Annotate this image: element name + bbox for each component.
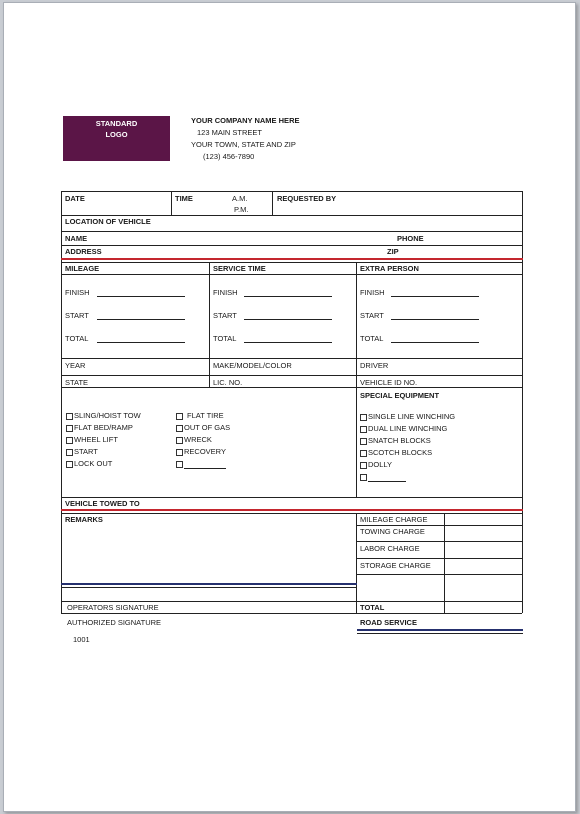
service-checkbox[interactable] <box>66 449 73 456</box>
service-checkbox[interactable] <box>176 461 183 468</box>
service-checkbox[interactable] <box>176 449 183 456</box>
rule <box>522 191 523 613</box>
divider-navy <box>357 629 523 631</box>
service-wreck: WRECK <box>184 435 212 444</box>
equipment-checkbox[interactable] <box>360 438 367 445</box>
rule <box>356 574 522 575</box>
divider-red <box>61 258 523 260</box>
rule <box>356 513 357 613</box>
service-recovery: RECOVERY <box>184 447 226 456</box>
mileage-total-label: TOTAL <box>65 334 89 343</box>
total-label: TOTAL <box>360 603 385 612</box>
service-sling-hoist-tow: SLING/HOIST TOW <box>74 411 141 420</box>
rule <box>357 633 523 634</box>
extra-total-field[interactable] <box>391 342 479 343</box>
towing-charge-label: TOWING CHARGE <box>360 527 425 536</box>
service-total-field[interactable] <box>244 342 332 343</box>
vehicle-towed-to-label: VEHICLE TOWED TO <box>65 499 140 508</box>
mileage-finish-field[interactable] <box>97 296 185 297</box>
service-start-field[interactable] <box>244 319 332 320</box>
service-checkbox[interactable] <box>176 437 183 444</box>
service-checkbox[interactable] <box>176 425 183 432</box>
special-equipment-title: SPECIAL EQUIPMENT <box>360 391 440 400</box>
service-checkbox[interactable] <box>66 425 73 432</box>
mileage-total-field[interactable] <box>97 342 185 343</box>
equipment-checkbox[interactable] <box>360 474 367 481</box>
equipment-checkbox[interactable] <box>360 414 367 421</box>
mileage-start-field[interactable] <box>97 319 185 320</box>
state-label: STATE <box>65 378 89 387</box>
service-start-label: START <box>213 311 237 320</box>
equipment-checkbox[interactable] <box>360 462 367 469</box>
service-checkbox[interactable] <box>66 437 73 444</box>
form-page <box>3 2 576 812</box>
equip-dual-line: DUAL LINE WINCHING <box>368 424 448 433</box>
service-finish-field[interactable] <box>244 296 332 297</box>
divider-red <box>61 509 523 511</box>
rule <box>61 245 522 246</box>
mileage-finish-label: FINISH <box>65 288 90 297</box>
service-total-label: TOTAL <box>213 334 237 343</box>
logo-line-1: STANDARD <box>95 119 138 128</box>
rule <box>356 525 522 526</box>
rule <box>209 262 210 387</box>
road-service-label: ROAD SERVICE <box>360 618 417 627</box>
mileage-charge-label: MILEAGE CHARGE <box>360 515 428 524</box>
logo-line-2: LOGO <box>105 130 128 139</box>
equip-other-field[interactable] <box>368 481 406 482</box>
phone-label: PHONE <box>397 234 424 243</box>
remarks-label: REMARKS <box>65 515 103 524</box>
service-wheel-lift: WHEEL LIFT <box>74 435 118 444</box>
pm-label: P.M. <box>234 205 249 214</box>
company-city: YOUR TOWN, STATE AND ZIP <box>191 140 296 149</box>
rule <box>444 513 445 613</box>
company-name: YOUR COMPANY NAME HERE <box>191 116 300 125</box>
company-phone: (123) 456-7890 <box>203 152 255 161</box>
rule <box>61 358 522 359</box>
authorized-signature-label: AUTHORIZED SIGNATURE <box>67 618 162 627</box>
equip-snatch-blocks: SNATCH BLOCKS <box>368 436 431 445</box>
company-street: 123 MAIN STREET <box>197 128 263 137</box>
rule <box>356 558 522 559</box>
requested-by-label: REQUESTED BY <box>277 194 337 203</box>
service-checkbox[interactable] <box>66 461 73 468</box>
rule <box>61 513 522 514</box>
name-label: NAME <box>65 234 88 243</box>
form-number: 1001 <box>73 635 90 644</box>
labor-charge-label: LABOR CHARGE <box>360 544 420 553</box>
extra-total-label: TOTAL <box>360 334 384 343</box>
driver-label: DRIVER <box>360 361 389 370</box>
service-flat-bed-ramp: FLAT BED/RAMP <box>74 423 133 432</box>
service-time-header: SERVICE TIME <box>213 264 266 273</box>
extra-person-header: EXTRA PERSON <box>360 264 419 273</box>
vehicle-id-label: VEHICLE ID NO. <box>360 378 418 387</box>
rule <box>61 497 522 498</box>
equipment-checkbox[interactable] <box>360 426 367 433</box>
service-flat-tire: FLAT TIRE <box>187 411 224 420</box>
service-start: START <box>74 447 98 456</box>
extra-start-field[interactable] <box>391 319 479 320</box>
rule <box>356 541 522 542</box>
rule <box>61 231 522 232</box>
rule <box>61 587 357 588</box>
rule <box>356 262 357 498</box>
date-label: DATE <box>65 194 85 203</box>
rule <box>61 613 522 614</box>
rule <box>61 387 522 388</box>
make-model-label: MAKE/MODEL/COLOR <box>213 361 292 370</box>
equip-dolly: DOLLY <box>368 460 393 469</box>
extra-finish-field[interactable] <box>391 296 479 297</box>
equip-single-line: SINGLE LINE WINCHING <box>368 412 456 421</box>
location-label: LOCATION OF VEHICLE <box>65 217 151 226</box>
service-other-field[interactable] <box>184 468 226 469</box>
am-label: A.M. <box>232 194 248 203</box>
service-out-of-gas: OUT OF GAS <box>184 423 231 432</box>
rule <box>171 191 172 215</box>
rule <box>61 274 522 275</box>
company-logo <box>63 116 170 161</box>
address-label: ADDRESS <box>65 247 102 256</box>
equip-scotch-blocks: SCOTCH BLOCKS <box>368 448 433 457</box>
mileage-header: MILEAGE <box>65 264 100 273</box>
time-label: TIME <box>175 194 193 203</box>
rule <box>61 191 62 613</box>
equipment-checkbox[interactable] <box>360 450 367 457</box>
extra-start-label: START <box>360 311 384 320</box>
rule <box>272 191 273 215</box>
service-finish-label: FINISH <box>213 288 238 297</box>
rule <box>61 601 522 602</box>
operators-signature-label: OPERATORS SIGNATURE <box>67 603 159 612</box>
mileage-start-label: START <box>65 311 89 320</box>
rule <box>61 215 522 216</box>
service-checkbox[interactable] <box>66 413 73 420</box>
service-lock-out: LOCK OUT <box>74 459 113 468</box>
lic-no-label: LIC. NO. <box>213 378 243 387</box>
zip-label: ZIP <box>387 247 399 256</box>
rule <box>61 191 522 192</box>
rule <box>61 375 522 376</box>
divider-navy <box>61 583 357 585</box>
extra-finish-label: FINISH <box>360 288 385 297</box>
storage-charge-label: STORAGE CHARGE <box>360 561 431 570</box>
service-checkbox[interactable] <box>176 413 183 420</box>
rule <box>61 262 522 263</box>
year-label: YEAR <box>65 361 86 370</box>
remarks-field[interactable] <box>64 517 352 583</box>
